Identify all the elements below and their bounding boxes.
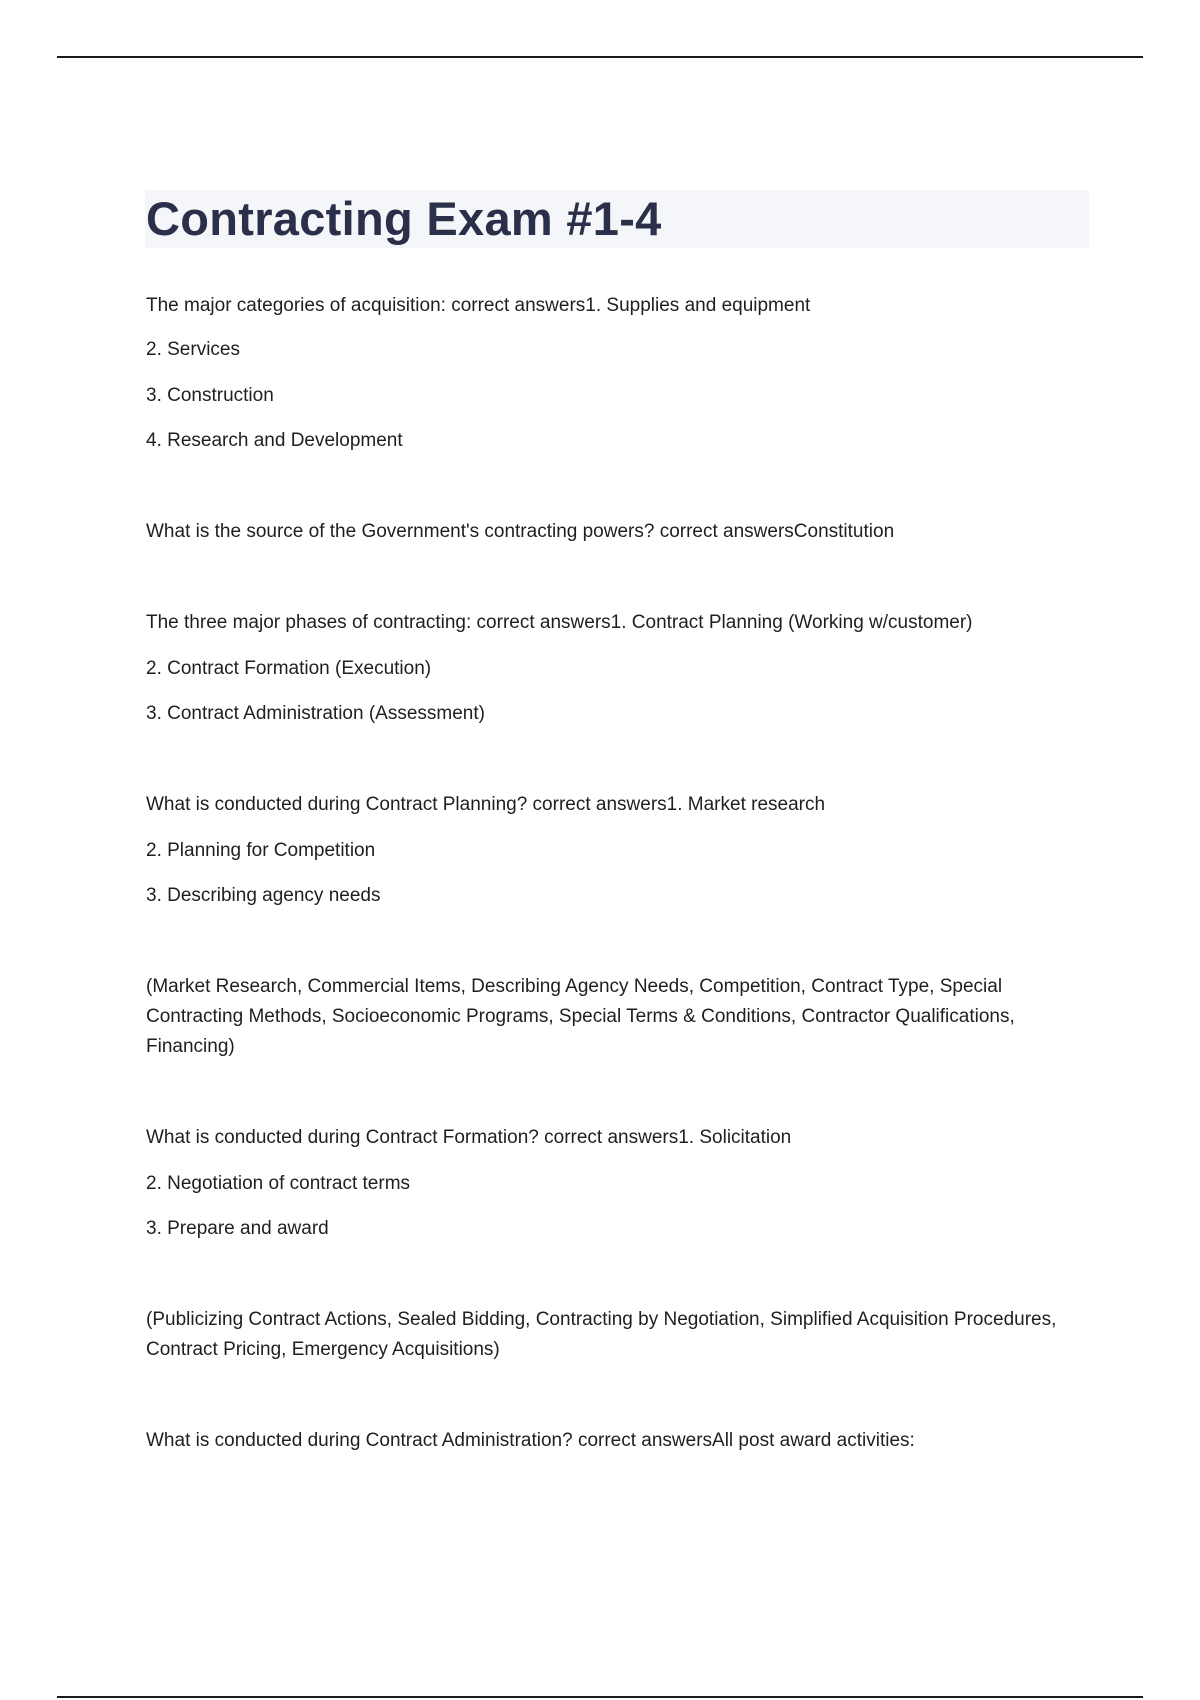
qa-line: The major categories of acquisition: correct answers1. Supplies and equipment [146,295,811,316]
qa-line: What is the source of the Government's contracting powers? correct answersConstitution [146,521,895,542]
qa-line: The three major phases of contracting: correct answers1. Contract Planning (Working w/customer) [146,612,973,633]
top-rule [57,56,1143,58]
qa-line: 2. Negotiation of contract terms [146,1173,411,1194]
qa-line: 3. Prepare and award [146,1218,329,1239]
qa-note: (Market Research, Commercial Items, Describing Agency Needs, Competition, Contract Type, Special Contracting Methods, Socioeconomic Programs, Special Terms & Conditions, Contractor Qualifications, Financing) [146,976,1015,1057]
qa-line: What is conducted during Contract Formation? correct answers1. Solicitation [146,1127,792,1148]
bottom-rule [57,1696,1143,1698]
qa-line: 2. Planning for Competition [146,840,376,861]
qa-line: What is conducted during Contract Administration? correct answersAll post award activities: [146,1430,915,1451]
qa-line: What is conducted during Contract Planning? correct answers1. Market research [146,794,826,815]
qa-note: (Publicizing Contract Actions, Sealed Bidding, Contracting by Negotiation, Simplified Acquisition Procedures, Contract Pricing, Emergency Acquisitions) [146,1309,1057,1360]
qa-line: 3. Contract Administration (Assessment) [146,703,485,724]
qa-line: 2. Services [146,339,240,360]
document-title: Contracting Exam #1-4 [146,192,662,245]
qa-line: 3. Describing agency needs [146,885,381,906]
qa-line: 3. Construction [146,385,274,406]
qa-line: 2. Contract Formation (Execution) [146,658,432,679]
qa-line: 4. Research and Development [146,430,403,451]
